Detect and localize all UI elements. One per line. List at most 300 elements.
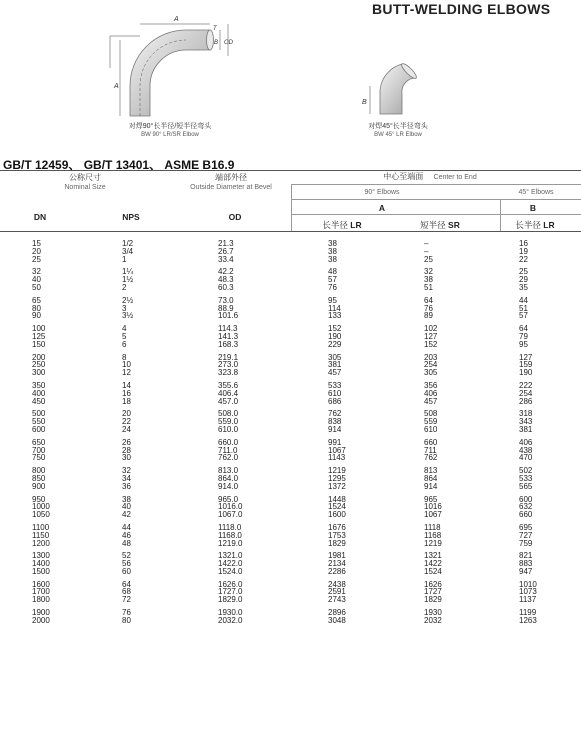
cell-lr: 190 (328, 331, 342, 341)
cell-sr: 76 (424, 303, 433, 313)
cell-nps: 56 (122, 559, 131, 569)
cell-nps: 42 (122, 510, 131, 520)
row-group (0, 581, 581, 604)
cell-sr: 1422 (424, 559, 442, 569)
cell-nps: 5 (122, 331, 127, 341)
cell-lr45: 57 (519, 311, 528, 321)
table-row (0, 552, 581, 560)
cell-lr45: 35 (519, 282, 528, 292)
cell-sr: 864 (424, 473, 438, 483)
table-row (0, 361, 581, 369)
elbow-90-caption-cn: 对焊90°长半径/短半径弯头 (128, 123, 212, 130)
cell-nps: 28 (122, 445, 131, 455)
cell-od: 219.1 (218, 352, 239, 362)
cell-lr45: 1137 (519, 595, 537, 605)
cell-lr45: 660 (519, 510, 533, 520)
cell-lr45: 51 (519, 303, 528, 313)
cell-sr: 1626 (424, 579, 442, 589)
cell-sr: 610 (424, 424, 438, 434)
cell-nps: 32 (122, 466, 131, 476)
table-row (0, 256, 581, 264)
cell-nps: 2 (122, 282, 127, 292)
cell-sr: 1321 (424, 551, 442, 561)
table-row (0, 418, 581, 426)
cell-lr45: 1010 (519, 579, 537, 589)
table-row (0, 467, 581, 475)
cell-lr: 381 (328, 360, 342, 370)
cell-sr: 660 (424, 437, 438, 447)
center-to-end-en: Center to End (433, 174, 477, 181)
cell-dn: 25 (32, 254, 41, 264)
cell-lr: 1524 (328, 502, 346, 512)
page-title: BUTT-WELDING ELBOWS (372, 1, 551, 17)
cell-od: 508.0 (218, 409, 239, 419)
cell-nps: 1½ (122, 275, 134, 285)
cell-od: 457.0 (218, 396, 239, 406)
od-header-en: Outside Diameter at Bevel (190, 184, 272, 191)
cell-lr45: 406 (519, 437, 533, 447)
cell-od: 1016.0 (218, 502, 243, 512)
cell-nps: 26 (122, 437, 131, 447)
table-row (0, 588, 581, 596)
cell-nps: 12 (122, 368, 131, 378)
data-rows (0, 240, 581, 630)
cell-lr45: 632 (519, 502, 533, 512)
table-row (0, 540, 581, 548)
table-row (0, 503, 581, 511)
label-t: T (213, 26, 217, 32)
cell-od: 1422.0 (218, 559, 243, 569)
table-row (0, 312, 581, 320)
cell-dn: 350 (32, 380, 46, 390)
cell-lr45: 381 (519, 424, 533, 434)
center-to-end-header (360, 172, 500, 183)
cell-sr: 1168 (424, 530, 442, 540)
cell-od: 88.9 (218, 303, 234, 313)
cell-dn: 250 (32, 360, 46, 370)
cell-dn: 90 (32, 311, 41, 321)
cell-lr45: 79 (519, 331, 528, 341)
elbow-45-caption (348, 121, 448, 138)
cell-lr45: 22 (519, 254, 528, 264)
cell-dn: 200 (32, 352, 46, 362)
cell-sr: 1524 (424, 566, 442, 576)
cell-od: 33.4 (218, 254, 234, 264)
cell-sr: 51 (424, 282, 433, 292)
cell-lr45: 254 (519, 388, 533, 398)
cell-nps: 1/2 (122, 239, 134, 248)
cell-dn: 1000 (32, 502, 50, 512)
cell-sr: 127 (424, 331, 438, 341)
cell-lr45: 695 (519, 522, 533, 532)
cell-dn: 1800 (32, 595, 50, 605)
cell-od: 660.0 (218, 437, 239, 447)
cell-dn: 650 (32, 437, 46, 447)
cell-dn: 80 (32, 303, 41, 313)
elbow-45-illustration (358, 56, 438, 118)
cell-nps: 52 (122, 551, 131, 561)
cell-sr: 1930 (424, 608, 442, 618)
cell-dn: 125 (32, 331, 46, 341)
elbow-90-illustration (100, 8, 240, 120)
cell-sr: 2032 (424, 615, 442, 625)
cell-sr: 32 (424, 267, 433, 277)
cell-lr: 229 (328, 339, 342, 349)
divider-od-center (291, 184, 292, 231)
cell-lr45: 64 (519, 324, 528, 334)
elbow-45-caption-en: BW 45° LR Elbow (374, 132, 422, 138)
cell-dn: 20 (32, 246, 41, 256)
table-row (0, 248, 581, 256)
cell-nps: 1 (122, 254, 127, 264)
cell-lr45: 600 (519, 494, 533, 504)
cell-nps: 3 (122, 303, 127, 313)
cell-nps: 80 (122, 615, 131, 625)
cell-dn: 1600 (32, 579, 50, 589)
cell-od: 1067.0 (218, 510, 243, 520)
table-row (0, 524, 581, 532)
cell-od: 48.3 (218, 275, 234, 285)
cell-nps: 68 (122, 587, 131, 597)
cell-lr45: 533 (519, 473, 533, 483)
col-sr: 短半径 SR (420, 220, 460, 230)
cell-od: 73.0 (218, 295, 234, 305)
table-row (0, 325, 581, 333)
cell-dn: 100 (32, 324, 46, 334)
cell-dn: 50 (32, 282, 41, 292)
header-90-elbows: 90° Elbows (364, 189, 400, 196)
cell-nps: 40 (122, 502, 131, 512)
cell-lr: 1676 (328, 522, 346, 532)
cell-sr: 89 (424, 311, 433, 321)
cell-od: 273.0 (218, 360, 239, 370)
cell-lr: 1143 (328, 453, 346, 463)
cell-dn: 1150 (32, 530, 50, 540)
cell-sr: – (424, 246, 429, 256)
table-row (0, 454, 581, 462)
cell-lr45: 16 (519, 239, 528, 248)
row-group (0, 297, 581, 320)
cell-nps: 2½ (122, 295, 134, 305)
cell-lr45: 29 (519, 275, 528, 285)
cell-lr45: 1199 (519, 608, 537, 618)
cell-nps: 46 (122, 530, 131, 540)
table-row (0, 410, 581, 418)
cell-nps: 14 (122, 380, 131, 390)
cell-od: 141.3 (218, 331, 239, 341)
cell-od: 168.3 (218, 339, 239, 349)
cell-dn: 65 (32, 295, 41, 305)
elbow-90-caption-en: BW 90° LR/SR Elbow (141, 132, 199, 138)
table-row (0, 568, 581, 576)
col-od: OD (228, 212, 242, 222)
cell-sr: 305 (424, 368, 438, 378)
cell-lr: 762 (328, 409, 342, 419)
cell-lr: 2896 (328, 608, 346, 618)
row-group (0, 268, 581, 291)
elbow-45-caption-cn: 对焊45°长半径弯头 (368, 123, 428, 130)
cell-lr: 686 (328, 396, 342, 406)
cell-nps: 64 (122, 579, 131, 589)
table-row (0, 382, 581, 390)
standards-heading: GB/T 12459、 GB/T 13401、 ASME B16.9 (3, 158, 235, 172)
cell-dn: 1300 (32, 551, 50, 561)
table-row (0, 609, 581, 617)
cell-nps: 76 (122, 608, 131, 618)
cell-lr: 38 (328, 239, 337, 248)
table-row (0, 475, 581, 483)
center-to-end-rule (292, 184, 581, 185)
label-b-45: B (362, 99, 367, 106)
cell-od: 711.0 (218, 445, 238, 455)
cell-lr45: 821 (519, 551, 533, 561)
cell-sr: – (424, 239, 429, 248)
cell-lr45: 286 (519, 396, 533, 406)
cell-dn: 550 (32, 417, 46, 427)
table-top-rule (0, 170, 581, 171)
cell-od: 965.0 (218, 494, 239, 504)
cell-nps: 36 (122, 481, 131, 491)
od-header (176, 173, 286, 193)
cell-dn: 32 (32, 267, 41, 277)
cell-nps: 22 (122, 417, 131, 427)
cell-dn: 900 (32, 481, 46, 491)
cell-lr45: 127 (519, 352, 533, 362)
table-row (0, 581, 581, 589)
cell-nps: 34 (122, 473, 131, 483)
cell-sr: 356 (424, 380, 438, 390)
cell-od: 610.0 (218, 424, 239, 434)
cell-dn: 750 (32, 453, 46, 463)
cell-nps: 44 (122, 522, 131, 532)
cell-od: 559.0 (218, 417, 239, 427)
cell-nps: 1¼ (122, 267, 134, 277)
cell-dn: 2000 (32, 615, 50, 625)
cell-lr: 95 (328, 295, 337, 305)
cell-nps: 30 (122, 453, 131, 463)
cell-od: 864.0 (218, 473, 239, 483)
cell-dn: 1200 (32, 538, 50, 548)
cell-lr45: 727 (519, 530, 533, 540)
table-row (0, 439, 581, 447)
table-row (0, 496, 581, 504)
cell-nps: 6 (122, 339, 127, 349)
label-b: B (214, 40, 219, 46)
cell-od: 323.8 (218, 368, 239, 378)
center-to-end-cn: 中心至端面 (383, 172, 424, 181)
table-row (0, 240, 581, 248)
cell-sr: 762 (424, 453, 438, 463)
elbow-90-caption (100, 121, 240, 138)
cell-lr: 1829 (328, 538, 346, 548)
cell-lr45: 565 (519, 481, 533, 491)
cell-nps: 3½ (122, 311, 134, 321)
cell-lr: 533 (328, 380, 342, 390)
cell-nps: 18 (122, 396, 131, 406)
table-row (0, 284, 581, 292)
cell-od: 355.6 (218, 380, 239, 390)
cell-dn: 150 (32, 339, 46, 349)
cell-sr: 102 (424, 324, 438, 334)
cell-dn: 800 (32, 466, 46, 476)
nominal-size-en: Nominal Size (64, 184, 106, 191)
table-row (0, 532, 581, 540)
cell-lr: 3048 (328, 615, 346, 625)
cell-nps: 16 (122, 388, 131, 398)
row-group (0, 467, 581, 490)
cell-lr: 1981 (328, 551, 346, 561)
table-row (0, 305, 581, 313)
cell-sr: 38 (424, 275, 433, 285)
table-row (0, 398, 581, 406)
cell-lr: 152 (328, 324, 342, 334)
cell-lr: 457 (328, 368, 342, 378)
divider-a-b (500, 199, 501, 231)
row-group (0, 524, 581, 547)
cell-lr45: 318 (519, 409, 533, 419)
header-bottom-rule (0, 231, 581, 232)
cell-lr: 2134 (328, 559, 346, 569)
cell-od: 101.6 (218, 311, 239, 321)
cell-sr: 457 (424, 396, 438, 406)
table-row (0, 369, 581, 377)
cell-lr45: 19 (519, 246, 528, 256)
cell-od: 406.4 (218, 388, 239, 398)
cell-dn: 700 (32, 445, 46, 455)
cell-sr: 559 (424, 417, 438, 427)
cell-lr: 48 (328, 267, 337, 277)
cell-nps: 72 (122, 595, 131, 605)
cell-od: 762.0 (218, 453, 239, 463)
cell-nps: 10 (122, 360, 131, 370)
cell-lr45: 502 (519, 466, 533, 476)
cell-sr: 965 (424, 494, 438, 504)
cell-nps: 3/4 (122, 246, 134, 256)
cell-nps: 60 (122, 566, 131, 576)
cell-lr: 2438 (328, 579, 346, 589)
table-row (0, 617, 581, 625)
label-a-side: A (114, 83, 119, 90)
cell-sr: 914 (424, 481, 438, 491)
cell-dn: 1900 (32, 608, 50, 618)
cell-od: 26.7 (218, 246, 234, 256)
row-group (0, 609, 581, 625)
cell-lr: 2286 (328, 566, 346, 576)
cell-od: 114.3 (218, 324, 238, 334)
nominal-size-cn: 公称尺寸 (69, 173, 101, 182)
cell-lr45: 470 (519, 453, 533, 463)
cell-dn: 1400 (32, 559, 50, 569)
cell-lr: 305 (328, 352, 342, 362)
table-row (0, 333, 581, 341)
cell-od: 1168.0 (218, 530, 242, 540)
od-header-cn: 端部外径 (215, 173, 247, 182)
table-row (0, 560, 581, 568)
cell-od: 1829.0 (218, 595, 243, 605)
cell-lr45: 44 (519, 295, 528, 305)
cell-lr: 2591 (328, 587, 346, 597)
cell-dn: 850 (32, 473, 46, 483)
sub-group-rule (292, 214, 581, 215)
cell-sr: 254 (424, 360, 438, 370)
cell-sr: 1829 (424, 595, 442, 605)
cell-dn: 40 (32, 275, 41, 285)
row-group (0, 240, 581, 263)
cell-dn: 950 (32, 494, 46, 504)
cell-od: 1118.0 (218, 522, 242, 532)
col-lr: 长半径 LR (322, 220, 362, 230)
cell-nps: 38 (122, 494, 131, 504)
nominal-size-header (30, 173, 140, 193)
cell-lr: 1753 (328, 530, 346, 540)
cell-lr45: 343 (519, 417, 533, 427)
cell-lr: 1372 (328, 481, 346, 491)
cell-dn: 450 (32, 396, 46, 406)
col-dn: DN (33, 212, 47, 222)
cell-lr45: 190 (519, 368, 533, 378)
cell-lr: 1295 (328, 473, 346, 483)
label-a-top: A (174, 16, 179, 23)
row-group (0, 439, 581, 462)
cell-sr: 1016 (424, 502, 442, 512)
table-row (0, 276, 581, 284)
group-rule (292, 199, 581, 200)
row-group (0, 382, 581, 405)
table-row (0, 483, 581, 491)
cell-lr45: 159 (519, 360, 533, 370)
cell-lr: 1067 (328, 445, 346, 455)
cell-lr: 38 (328, 254, 337, 264)
cell-dn: 300 (32, 368, 46, 378)
cell-sr: 64 (424, 295, 433, 305)
cell-dn: 1050 (32, 510, 50, 520)
cell-sr: 1727 (424, 587, 442, 597)
cell-lr45: 1263 (519, 615, 537, 625)
group-a-label: A (378, 203, 386, 213)
row-group (0, 552, 581, 575)
cell-sr: 711 (424, 445, 437, 455)
header-45-elbows: 45° Elbows (518, 189, 554, 196)
table-row (0, 447, 581, 455)
cell-nps: 48 (122, 538, 131, 548)
cell-sr: 813 (424, 466, 438, 476)
cell-od: 1524.0 (218, 566, 243, 576)
cell-dn: 1500 (32, 566, 50, 576)
cell-nps: 20 (122, 409, 131, 419)
cell-od: 1219.0 (218, 538, 243, 548)
cell-nps: 4 (122, 324, 127, 334)
cell-lr: 76 (328, 282, 337, 292)
cell-dn: 600 (32, 424, 46, 434)
cell-dn: 15 (32, 239, 41, 248)
cell-lr45: 947 (519, 566, 533, 576)
cell-od: 60.3 (218, 282, 234, 292)
cell-dn: 1100 (32, 522, 50, 532)
cell-sr: 508 (424, 409, 438, 419)
cell-od: 1930.0 (218, 608, 243, 618)
row-group (0, 354, 581, 377)
cell-dn: 400 (32, 388, 46, 398)
cell-sr: 25 (424, 254, 433, 264)
table-row (0, 341, 581, 349)
group-b-label: B (529, 203, 537, 213)
cell-sr: 406 (424, 388, 438, 398)
cell-dn: 500 (32, 409, 46, 419)
table-row (0, 596, 581, 604)
cell-lr45: 438 (519, 445, 533, 455)
cell-lr: 914 (328, 424, 342, 434)
table-row (0, 297, 581, 305)
